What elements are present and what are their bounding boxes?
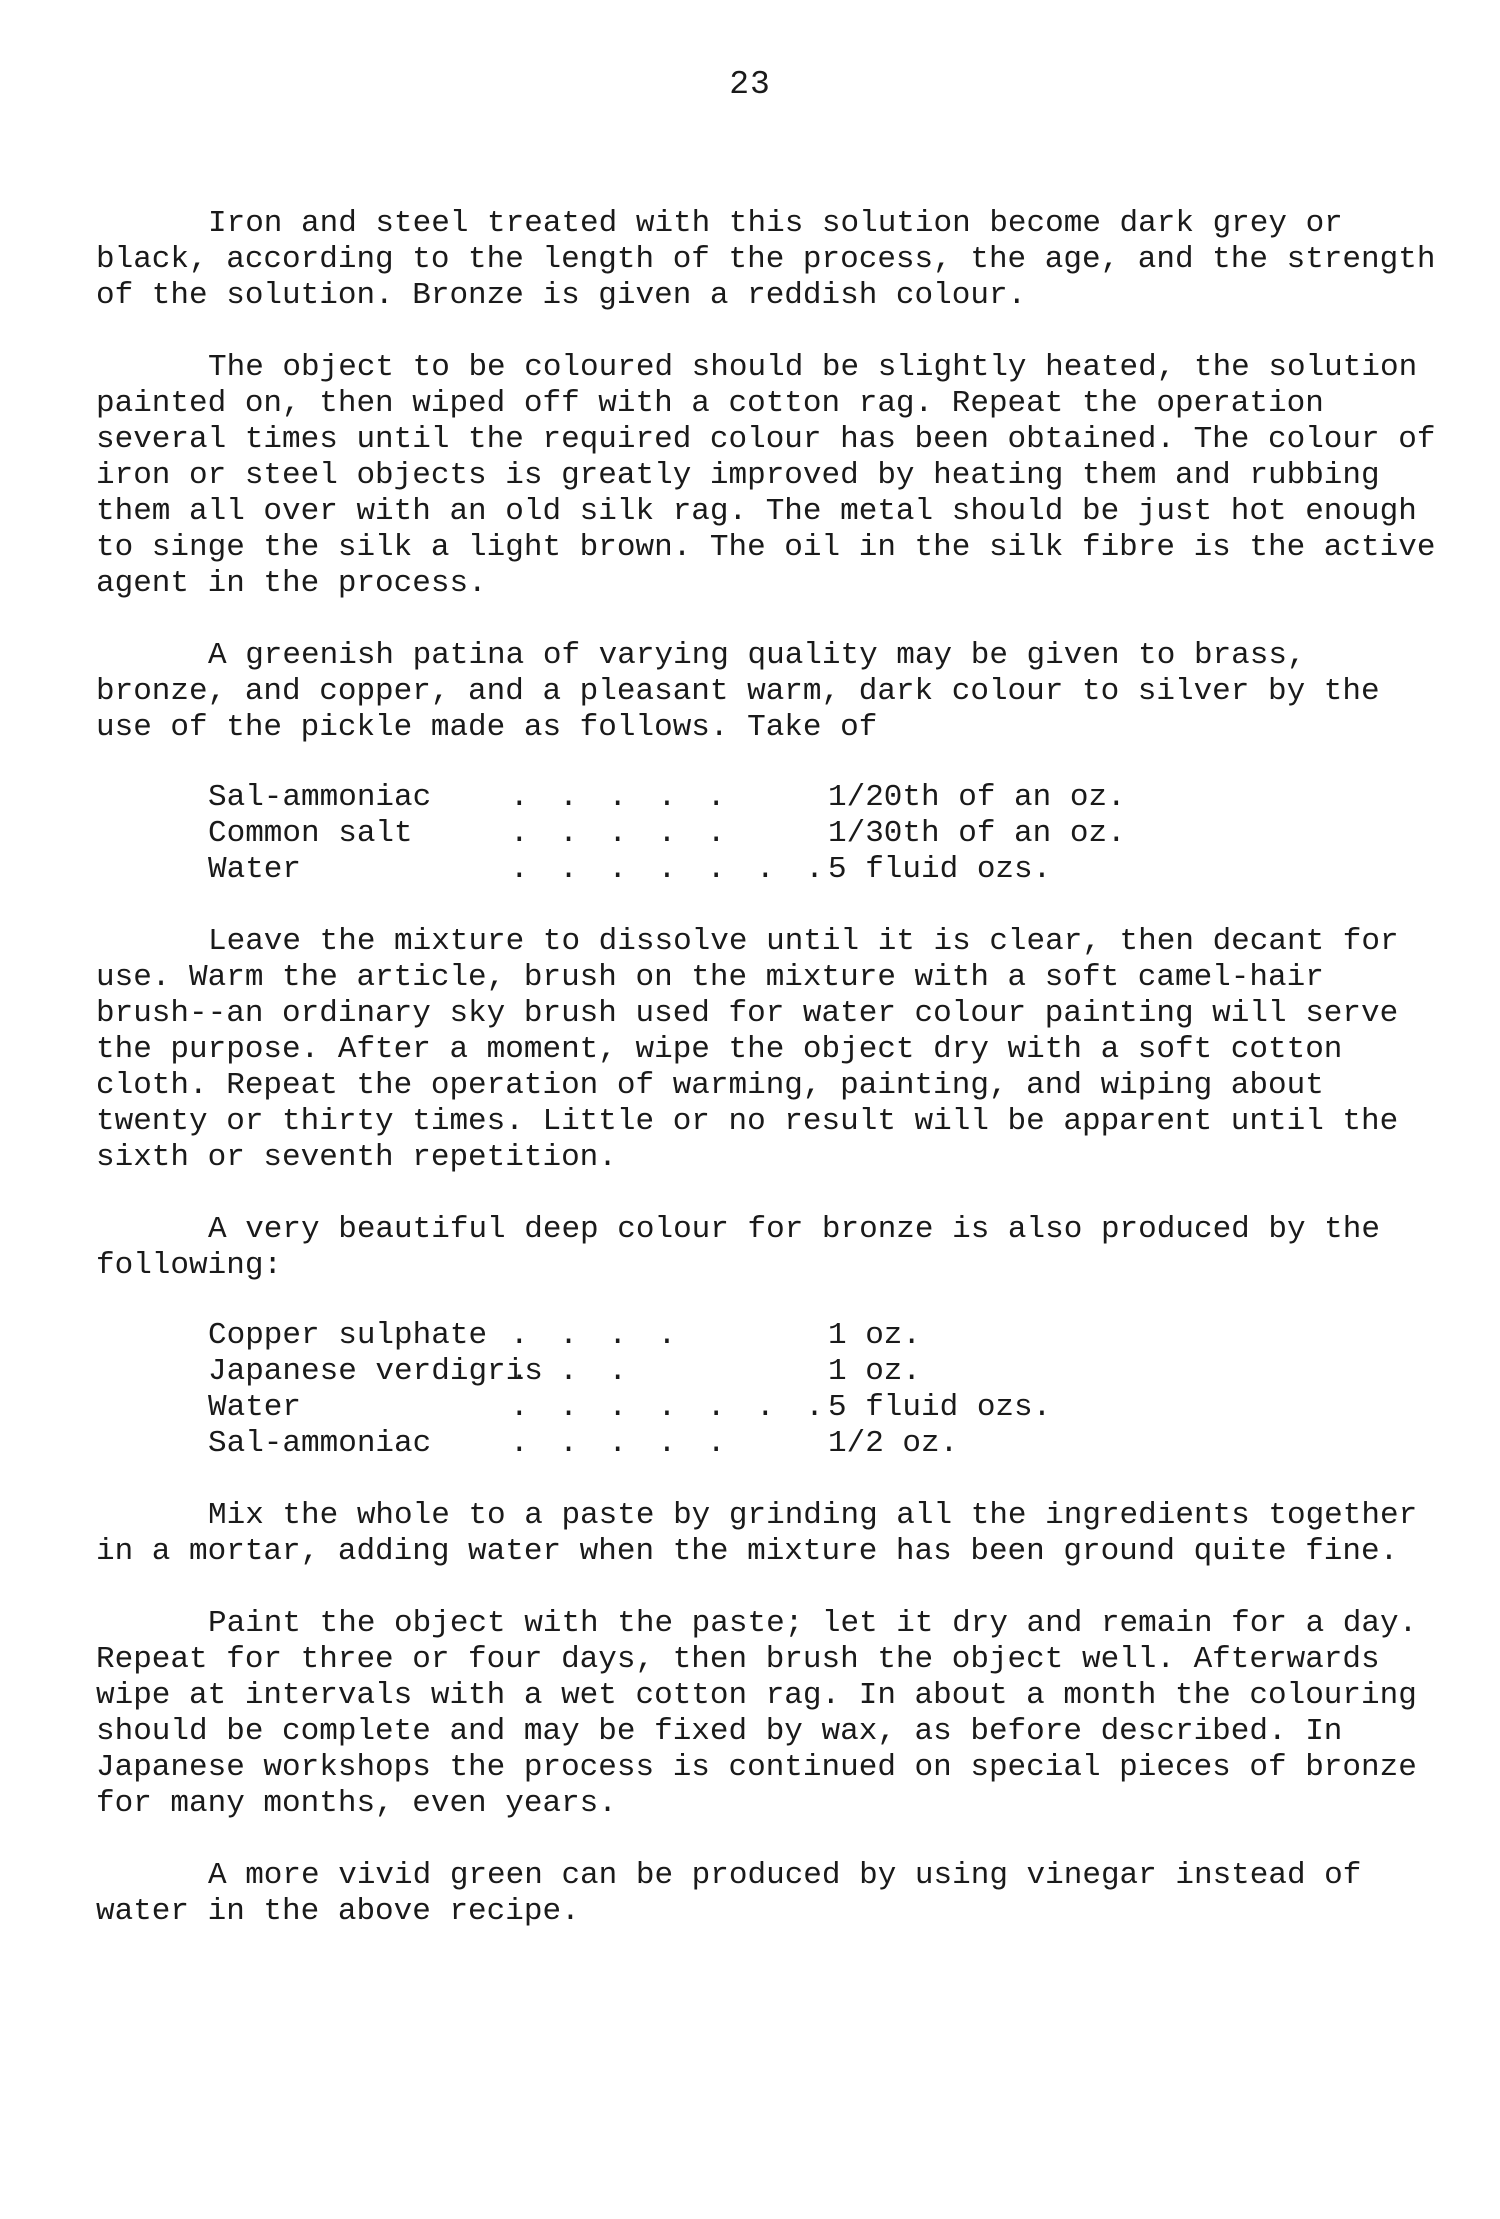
paragraph: The object to be coloured should be slightly heated, the solution painted on, then wiped off with a cotton rag. Repeat the operation several times until the required colour has been obtained. The colour of iron or steel objects is greatly improved by heating them and rubbing them all over with an old silk rag. The metal should be just hot enough to singe the silk a light brown. The oil in the silk fibre is the active agent in the process. (96, 350, 1436, 601)
leader-dots: . . . . . . . (510, 1390, 830, 1425)
paragraph: A greenish patina of varying quality may be given to brass, bronze, and copper, and a pleasant warm, dark colour to silver by the use of the pickle made as follows. Take of (96, 638, 1380, 745)
ingredient-quantity: 1/20th of an oz. (828, 780, 1126, 815)
ingredient-quantity: 1 oz. (828, 1318, 922, 1353)
leader-dots: . . . . . (510, 780, 732, 815)
recipe-row (208, 852, 1188, 888)
recipe-row (208, 1426, 1188, 1462)
paragraph: Leave the mixture to dissolve until it is clear, then decant for use. Warm the article, brush on the mixture with a soft camel-hair brush--an ordinary sky brush used for water colour painting will serve the purpose. After a moment, wipe the object dry with a soft cotton cloth. Repeat the operation of warming, painting, and wiping about twenty or thirty times. Little or no result will be apparent until the sixth or seventh repetition. (96, 924, 1399, 1175)
leader-dots: . . . . . (510, 816, 732, 851)
recipe-row (208, 1318, 1188, 1354)
ingredient-quantity: 1 oz. (828, 1354, 922, 1389)
ingredient-quantity: 1/30th of an oz. (828, 816, 1126, 851)
paragraph: A very beautiful deep colour for bronze is also produced by the following: (96, 1212, 1380, 1283)
recipe-list-bronze (208, 1318, 1188, 1462)
page-number: 23 (729, 66, 771, 103)
ingredient-name: Sal-ammoniac (208, 780, 432, 815)
ingredient-name: Water (208, 852, 302, 887)
recipe-row (208, 816, 1188, 852)
ingredient-name: Japanese verdigris (208, 1354, 543, 1389)
paragraph: Iron and steel treated with this solution become dark grey or black, according to the length of the process, the age, and the strength of the solution. Bronze is given a reddish colour. (96, 206, 1436, 313)
leader-dots: . . . (510, 1354, 634, 1389)
leader-dots: . . . . . . . (510, 852, 830, 887)
paragraph: Mix the whole to a paste by grinding all the ingredients together in a mortar, adding water when the mixture has been ground quite fine. (96, 1498, 1418, 1569)
leader-dots: . . . . . (510, 1426, 732, 1461)
recipe-row (208, 1354, 1188, 1390)
paragraph: A more vivid green can be produced by using vinegar instead of water in the above recipe. (96, 1858, 1362, 1929)
recipe-list-pickle (208, 780, 1188, 888)
ingredient-quantity: 5 fluid ozs. (828, 1390, 1052, 1425)
recipe-row (208, 780, 1188, 816)
leader-dots: . . . . (510, 1318, 683, 1353)
ingredient-name: Water (208, 1390, 302, 1425)
page-body (96, 206, 1436, 1966)
ingredient-name: Common salt (208, 816, 413, 851)
paragraph: Paint the object with the paste; let it dry and remain for a day. Repeat for three or four days, then brush the object well. Afterwards wipe at intervals with a wet cotton rag. In about a month the colouring should be complete and may be fixed by wax, as before described. In Japanese workshops the process is continued on special pieces of bronze for many months, even years. (96, 1606, 1418, 1821)
ingredient-name: Copper sulphate (208, 1318, 488, 1353)
ingredient-quantity: 1/2 oz. (828, 1426, 959, 1461)
ingredient-name: Sal-ammoniac (208, 1426, 432, 1461)
ingredient-quantity: 5 fluid ozs. (828, 852, 1052, 887)
recipe-row (208, 1390, 1188, 1426)
